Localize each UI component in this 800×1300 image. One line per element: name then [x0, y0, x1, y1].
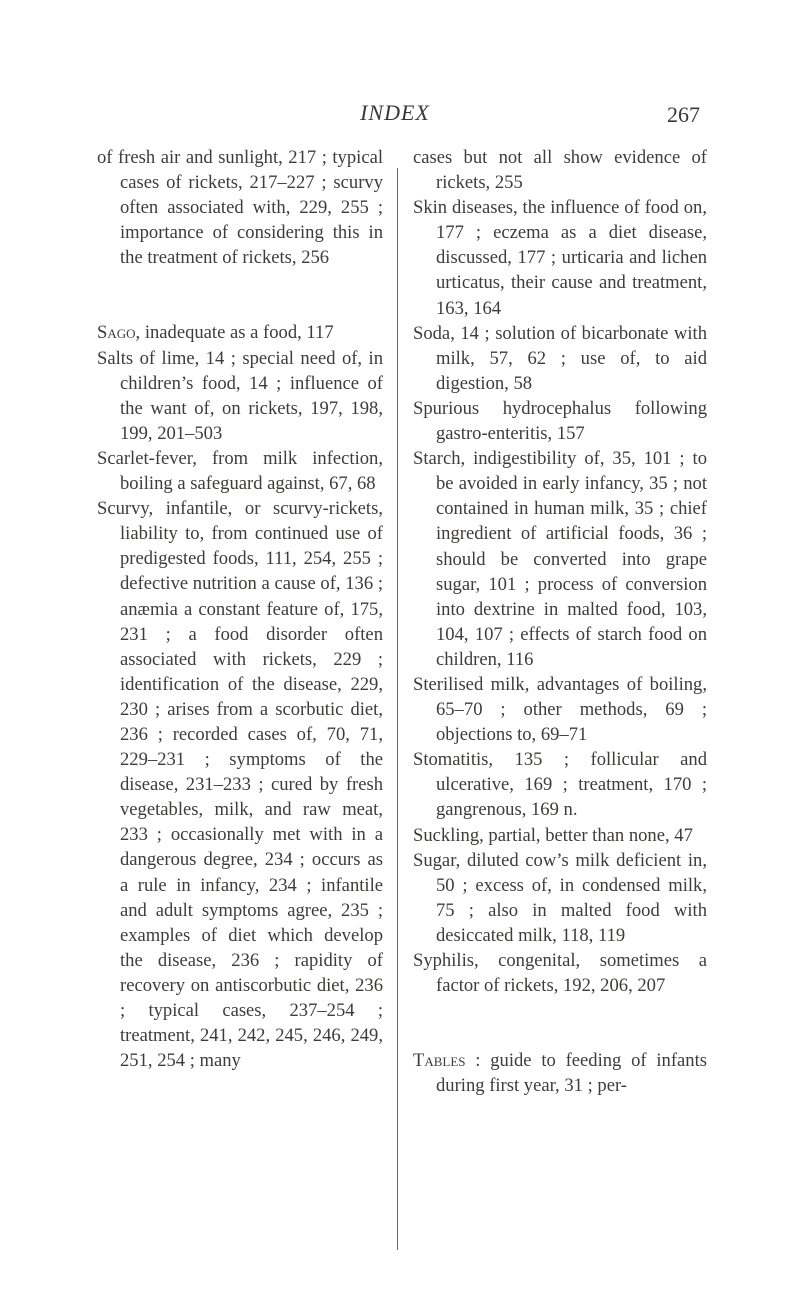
index-entry: Sterilised milk, advantages of boiling, 65–70 ; other methods, 69 ; objections to, 69–71	[413, 673, 707, 746]
running-head	[0, 100, 800, 132]
index-entry: Spurious hydrocephalus following gastro-enteritis, 157	[413, 397, 707, 445]
index-entry: Scurvy, infantile, or scurvy-rickets, liability to, from continued use of predigested foods, 111, 254, 255 ; defective nutrition a cause of, 136 ; anæmia a constant feature of, 175, 231 ; a food disorder often associated with rickets, 229 ; identification of the disease, 229, 230 ; arises from a scorbutic diet, 236 ; recorded cases of, 70, 71, 229–231 ; symptoms of the disease, 231–233 ; cured by fresh vegetables, milk, and raw meat, 233 ; occasionally met with in a dangerous degree, 234 ; occurs as a rule in infancy, 234 ; infantile and adult symptoms agree, 235 ; examples of diet which develop the disease, 236 ; rapidity of recovery on antiscorbutic diet, 236 ; typical cases, 237–254 ; treatment, 241, 242, 245, 246, 249, 251, 254 ; many	[97, 498, 383, 1072]
column-divider	[397, 168, 398, 1250]
right-column	[413, 145, 707, 1098]
page-title: INDEX	[360, 100, 430, 125]
headword: Sago	[97, 322, 136, 344]
index-entry: Stomatitis, 135 ; follicular and ulcerative, 169 ; treatment, 170 ; gangrenous, 169 n.	[413, 749, 707, 821]
page-number: 267	[667, 102, 700, 127]
index-entry: Starch, indigestibility of, 35, 101 ; to be avoided in early infancy, 35 ; not contained in human milk, 35 ; chief ingredient of artificial foods, 36 ; should be converted into grape sugar, 101 ; process of conversion into dextrine in malted food, 103, 104, 107 ; effects of starch food on children, 116	[413, 448, 707, 670]
index-entry: Soda, 14 ; solution of bicarbonate with milk, 57, 62 ; use of, to aid digestion, 58	[413, 322, 707, 394]
index-entry: cases but not all show evidence of rickets, 255	[413, 147, 707, 194]
index-entry: Sugar, diluted cow’s milk deficient in, 50 ; excess of, in condensed milk, 75 ; also in malted food with desiccated milk, 118, 119	[413, 849, 707, 946]
headword: Tables	[413, 1050, 466, 1072]
index-entry: Tables : guide to feeding of infants during first year, 31 ; per-	[413, 1050, 707, 1097]
index-entry: Salts of lime, 14 ; special need of, in children’s food, 14 ; influence of the want of, on rickets, 197, 198, 199, 201–503	[97, 347, 383, 444]
index-entry: Sago, inadequate as a food, 117	[97, 322, 334, 344]
index-entry: Skin diseases, the influence of food on, 177 ; eczema as a diet disease, discussed, 177 ; urticaria and lichen urticatus, their cause and treatment, 163, 164	[413, 197, 707, 319]
index-entry: Suckling, partial, better than none, 47	[413, 824, 693, 846]
index-entry: of fresh air and sunlight, 217 ; typical cases of rickets, 217–227 ; scurvy often associated with, 229, 255 ; importance of considering this in the treatment of rickets, 256	[97, 147, 383, 269]
index-entry: Syphilis, congenital, sometimes a factor of rickets, 192, 206, 207	[413, 950, 707, 997]
left-column	[97, 145, 383, 1073]
index-entry: Scarlet-fever, from milk infection, boiling a safeguard against, 67, 68	[97, 447, 383, 495]
